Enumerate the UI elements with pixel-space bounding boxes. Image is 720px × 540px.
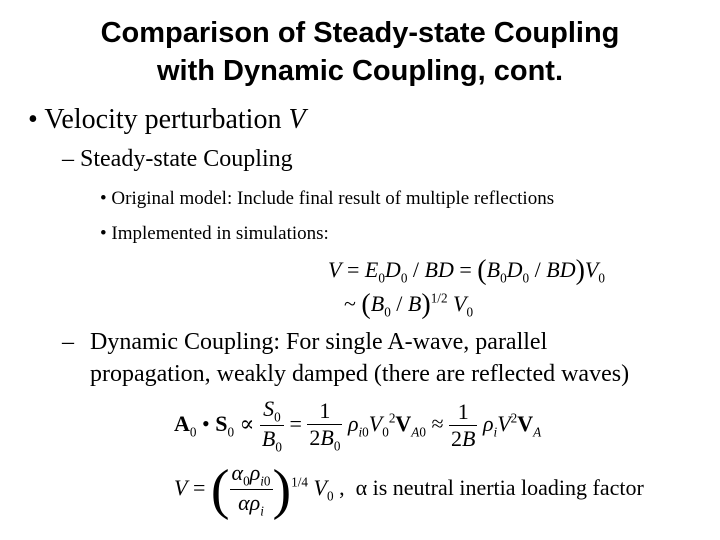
bullet-marker: • [28,104,38,135]
equation-dynamic-coupling: $A_0$ • $S_0$ ∝ $\frac{S_0}{B_0}$ = $\frac{1}{2B_0}$ $\rho_{i0}V_0^2V_{A0}$ ≈ $\frac{1}{2B}$ $\rho_iV^2V_A$ [174,396,542,455]
neutral-inertia-label: α is neutral inertia loading factor [355,474,644,500]
equation-dynamic-velocity: V = ( $\frac{\alpha_0\rho_{i0}}{\alpha\rho_i}$ )$^{1/4}$ $V_0$ , α is neutral inertia loading factor [174,458,644,521]
dash-marker: – [62,146,74,172]
bullet-marker: • [100,188,107,209]
bullet-text: Original model: Include final result of multiple reflections [111,188,555,209]
subsubbullet-original-model [100,188,554,210]
velocity-variable: V [288,104,306,135]
subbullet-steady-state [62,146,293,173]
bullet-velocity-perturbation [28,104,306,136]
subbullet-text: Steady-state Coupling [80,146,293,172]
subbullet-text: Dynamic Coupling: For single A-wave, parallel propagation, weakly damped (there are reflected waves) [90,329,630,387]
bullet-text: Implemented in simulations: [111,223,329,244]
slide-title [0,14,720,90]
dash-marker: – [62,329,74,355]
subsubbullet-implemented [100,223,329,245]
equation-steady-approx: ~ $(B_0 / B)^{1/2}$ $V_0$ [344,289,474,320]
equation-steady-velocity: $V = E_0D_0$ / BD = $(B_0D_0 / BD)V_0$ [328,255,605,286]
bullet-text: Velocity perturbation [44,104,289,135]
title-line-2: with Dynamic Coupling, cont. [157,55,563,87]
bullet-marker: • [100,223,107,244]
title-line-1: Comparison of Steady-state Coupling [100,17,620,49]
